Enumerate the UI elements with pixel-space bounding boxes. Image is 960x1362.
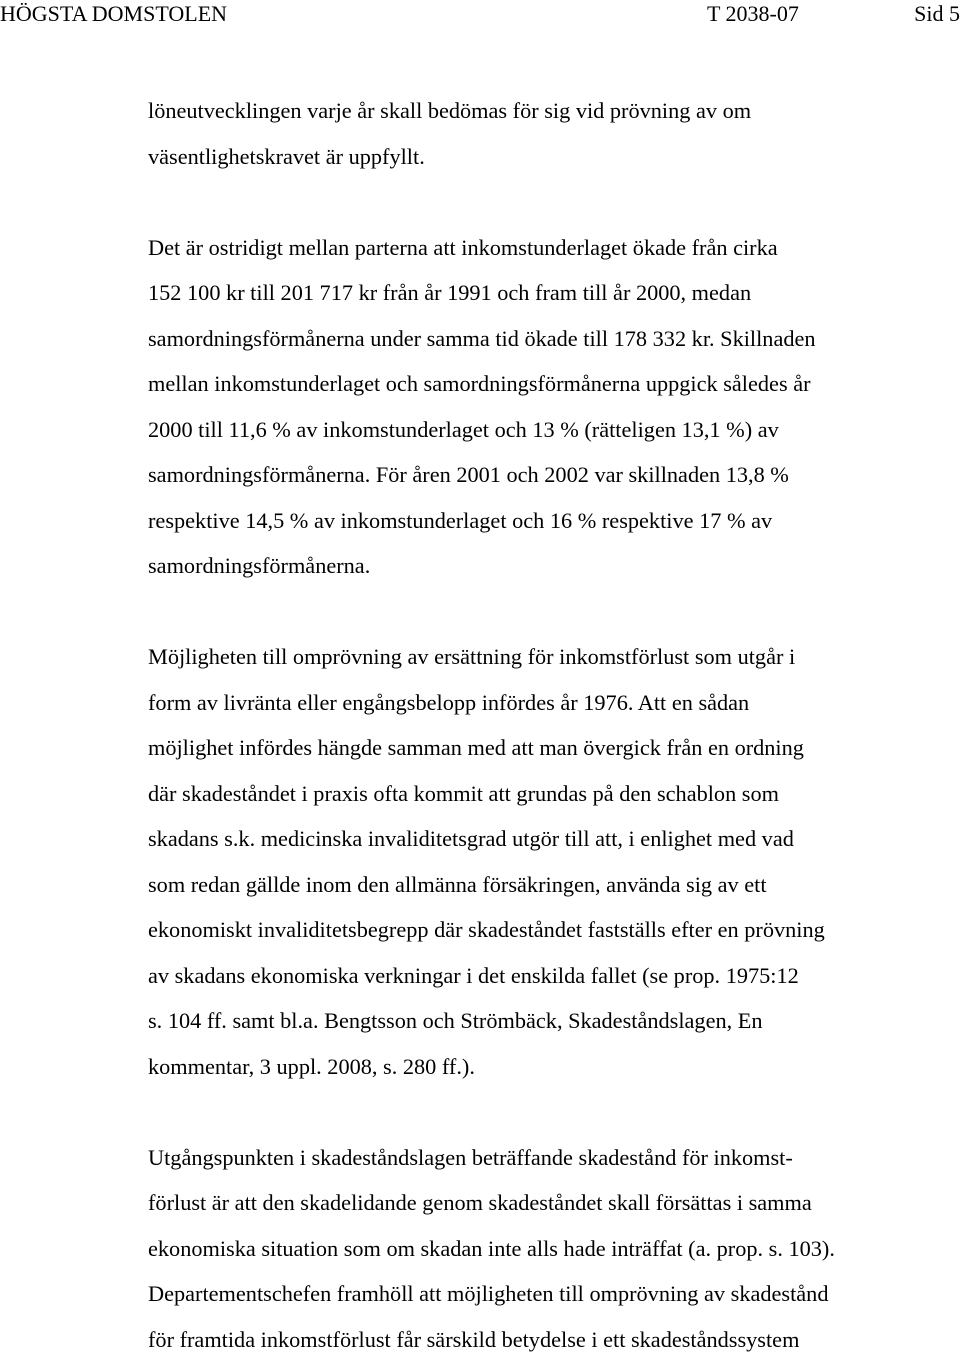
text-line: 2000 till 11,6 % av inkomstunderlaget och 13 % (rätteligen 13,1 %) av <box>148 407 960 453</box>
text-line: Det är ostridigt mellan parterna att inkomstunderlaget ökade från cirka <box>148 225 960 271</box>
text-line: möjlighet infördes hängde samman med att man övergick från en ordning <box>148 725 960 771</box>
page-number: Sid 5 <box>914 0 960 28</box>
text-line: som redan gällde inom den allmänna försäkringen, använda sig av ett <box>148 862 960 908</box>
text-line: för framtida inkomstförlust får särskild betydelse i ett skadeståndssystem <box>148 1317 960 1362</box>
paragraph-2 <box>148 225 960 589</box>
text-line: samordningsförmånerna under samma tid ökade till 178 332 kr. Skillnaden <box>148 316 960 362</box>
text-line: form av livränta eller engångsbelopp infördes år 1976. Att en sådan <box>148 680 960 726</box>
text-line: förlust är att den skadelidande genom skadeståndet skall försättas i samma <box>148 1180 960 1226</box>
text-line: kommentar, 3 uppl. 2008, s. 280 ff.). <box>148 1044 960 1090</box>
text-line: mellan inkomstunderlaget och samordningsförmånerna uppgick således år <box>148 361 960 407</box>
text-line: Departementschefen framhöll att möjligheten till omprövning av skadestånd <box>148 1271 960 1317</box>
court-name: HÖGSTA DOMSTOLEN <box>0 0 227 28</box>
text-line: samordningsförmånerna. <box>148 543 960 589</box>
text-line: ekonomiskt invaliditetsbegrepp där skadeståndet fastställs efter en prövning <box>148 907 960 953</box>
text-line: av skadans ekonomiska verkningar i det enskilda fallet (se prop. 1975:12 <box>148 953 960 999</box>
case-number: T 2038-07 <box>707 0 799 28</box>
text-line: skadans s.k. medicinska invaliditetsgrad utgör till att, i enlighet med vad <box>148 816 960 862</box>
text-line: samordningsförmånerna. För åren 2001 och 2002 var skillnaden 13,8 % <box>148 452 960 498</box>
text-line: Möjligheten till omprövning av ersättning för inkomstförlust som utgår i <box>148 634 960 680</box>
text-line: löneutvecklingen varje år skall bedömas för sig vid prövning av om <box>148 88 960 134</box>
text-line: där skadeståndet i praxis ofta kommit att grundas på den schablon som <box>148 771 960 817</box>
paragraph-3 <box>148 634 960 1089</box>
document-body <box>148 88 960 1362</box>
text-line: Utgångspunkten i skadeståndslagen beträffande skadestånd för inkomst- <box>148 1135 960 1181</box>
page-header <box>0 0 960 30</box>
text-line: väsentlighetskravet är uppfyllt. <box>148 134 960 180</box>
paragraph-1 <box>148 88 960 179</box>
text-line: s. 104 ff. samt bl.a. Bengtsson och Strömbäck, Skadeståndslagen, En <box>148 998 960 1044</box>
text-line: ekonomiska situation som om skadan inte alls hade inträffat (a. prop. s. 103). <box>148 1226 960 1272</box>
text-line: respektive 14,5 % av inkomstunderlaget och 16 % respektive 17 % av <box>148 498 960 544</box>
text-line: 152 100 kr till 201 717 kr från år 1991 och fram till år 2000, medan <box>148 270 960 316</box>
paragraph-4 <box>148 1135 960 1362</box>
